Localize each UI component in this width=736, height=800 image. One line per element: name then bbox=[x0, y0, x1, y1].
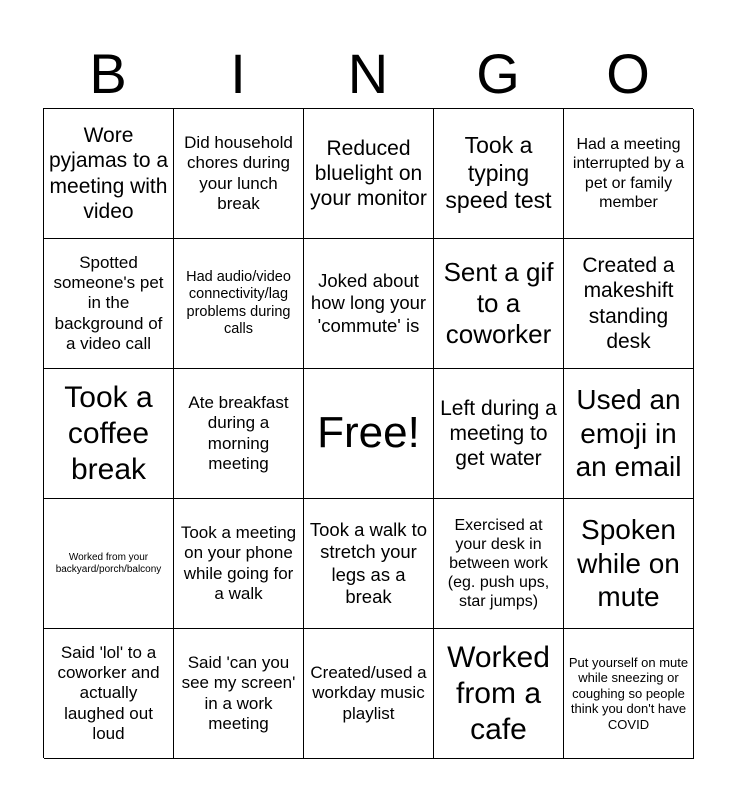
bingo-cell[interactable]: Exercised at your desk in between work (eg. push ups, star jumps) bbox=[434, 499, 564, 629]
bingo-cell[interactable]: Created/used a workday music playlist bbox=[304, 629, 434, 759]
bingo-header bbox=[43, 40, 693, 108]
bingo-cell[interactable]: Took a meeting on your phone while going for a walk bbox=[174, 499, 304, 629]
bingo-cell[interactable]: Ate breakfast during a morning meeting bbox=[174, 369, 304, 499]
bingo-cell[interactable]: Left during a meeting to get water bbox=[434, 369, 564, 499]
bingo-cell[interactable]: Had a meeting interrupted by a pet or family member bbox=[564, 109, 694, 239]
bingo-cell[interactable]: Created a makeshift standing desk bbox=[564, 239, 694, 369]
header-letter-n: N bbox=[347, 42, 389, 105]
bingo-cell[interactable]: Had audio/video connectivity/lag problems during calls bbox=[174, 239, 304, 369]
bingo-cell[interactable]: Spotted someone's pet in the background of a video call bbox=[44, 239, 174, 369]
header-letter-b: B bbox=[89, 42, 127, 105]
bingo-cell[interactable]: Sent a gif to a coworker bbox=[434, 239, 564, 369]
header-letter-g: G bbox=[476, 42, 520, 105]
bingo-cell[interactable]: Joked about how long your 'commute' is bbox=[304, 239, 434, 369]
bingo-cell[interactable]: Used an emoji in an email bbox=[564, 369, 694, 499]
bingo-cell[interactable]: Worked from your backyard/porch/balcony bbox=[44, 499, 174, 629]
bingo-cell[interactable]: Worked from a cafe bbox=[434, 629, 564, 759]
free-space-cell[interactable]: Free! bbox=[304, 369, 434, 499]
bingo-cell[interactable]: Said 'can you see my screen' in a work meeting bbox=[174, 629, 304, 759]
bingo-cell[interactable]: Took a coffee break bbox=[44, 369, 174, 499]
bingo-grid bbox=[43, 108, 693, 758]
bingo-cell[interactable]: Reduced bluelight on your monitor bbox=[304, 109, 434, 239]
bingo-cell[interactable]: Took a walk to stretch your legs as a break bbox=[304, 499, 434, 629]
bingo-cell[interactable]: Wore pyjamas to a meeting with video bbox=[44, 109, 174, 239]
bingo-cell[interactable]: Put yourself on mute while sneezing or coughing so people think you don't have COVID bbox=[564, 629, 694, 759]
bingo-cell[interactable]: Took a typing speed test bbox=[434, 109, 564, 239]
bingo-cell[interactable]: Spoken while on mute bbox=[564, 499, 694, 629]
bingo-cell[interactable]: Said 'lol' to a coworker and actually laughed out loud bbox=[44, 629, 174, 759]
bingo-cell[interactable]: Did household chores during your lunch break bbox=[174, 109, 304, 239]
header-letter-o: O bbox=[606, 42, 650, 105]
header-letter-i: I bbox=[230, 42, 246, 105]
